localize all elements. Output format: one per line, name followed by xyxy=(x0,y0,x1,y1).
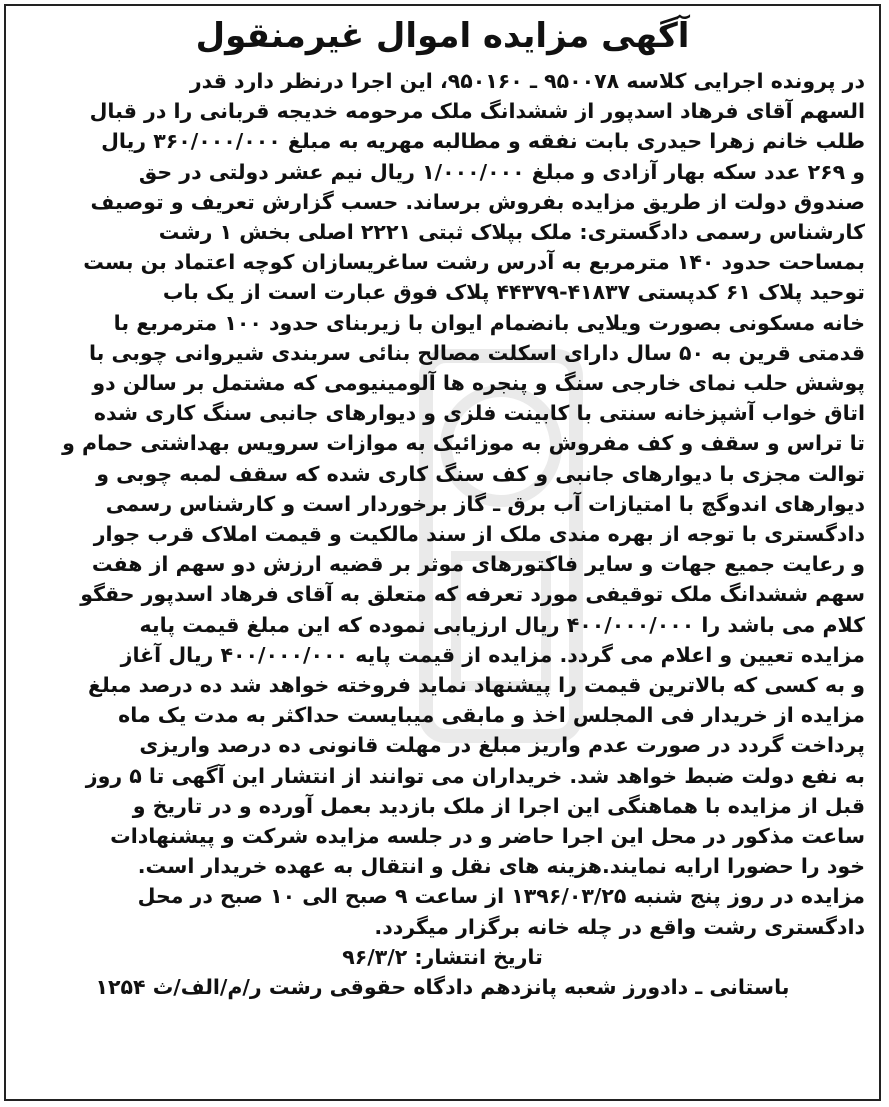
body-line: دادگستری رشت واقع در چله خانه برگزار میگردد. xyxy=(374,914,865,939)
notice-footer xyxy=(6,942,879,1002)
body-line: پوشش حلب نمای خارجی سنگ و پنجره ها آلومینیومی که مشتمل بر سالن دو xyxy=(92,371,865,396)
body-line: تا تراس و سقف و کف مفروش به موزائیک به موازات سرویس بهداشتی حمام و xyxy=(62,431,865,456)
body-line: توالت مجزی با دیوارهای جانبی و کف سنگ کاری شده که سقف لمبه چوبی و xyxy=(96,461,865,486)
notice-frame xyxy=(4,4,881,1101)
body-line: و رعایت جمیع جهات و سایر فاکتورهای موثر بر قضیه ارزش دو سهم از هفت xyxy=(91,552,865,577)
body-line: و ۲۶۹ عدد سکه بهار آزادی و مبلغ ۱/۰۰۰/۰۰۰ ریال نیم عشر دولتی در حق xyxy=(138,159,865,184)
body-line: خود را حضورا ارایه نمایند.هزینه های نقل و انتقال به عهده خریدار است. xyxy=(137,854,865,879)
body-line: به نفع دولت ضبط خواهد شد. خریداران می توانند از انتشار این آگهی تا ۵ روز xyxy=(85,763,865,788)
signature: باستانی ـ دادورز شعبه پانزدهم دادگاه حقوقی رشت ر/م/الف/ث ۱۲۵۴ xyxy=(95,975,790,1000)
body-line: توحید پلاک ۶۱ کدپستی ۴۱۸۳۷-۴۴۳۷۹ پلاک فوق عبارت است از یک باب xyxy=(162,280,865,305)
body-line: دادگستری با توجه از بهره مندی ملک از سند مالکیت و قیمت املاک قرب جوار xyxy=(93,522,865,547)
body-line: السهم آقای فرهاد اسدپور از ششدانگ ملک مرحومه خدیجه قربانی را در قبال xyxy=(89,99,865,124)
body-line: سهم ششدانگ ملک توقیفی مورد تعرفه که متعلق به آقای فرهاد اسدپور حقگو xyxy=(80,582,865,607)
publish-date: تاریخ انتشار: ۹۶/۳/۲ xyxy=(342,944,543,969)
body-line: کارشناس رسمی دادگستری: ملک بپلاک ثبتی ۲۲۲۱ اصلی بخش ۱ رشت xyxy=(158,220,865,245)
notice-title: آگهی مزایده اموال غیرمنقول xyxy=(195,16,690,56)
body-line: صندوق دولت از طریق مزایده بفروش برساند. حسب گزارش تعریف و توصیف xyxy=(90,189,865,214)
body-line: مزایده تعیین و اعلام می گردد. مزایده از قیمت پایه ۴۰۰/۰۰۰/۰۰۰ ریال آغاز xyxy=(120,642,865,667)
body-line: و به کسی که بالاترین قیمت را پیشنهاد نماید فروخته خواهد شد ده درصد مبلغ xyxy=(88,673,865,698)
body-line: طلب خانم زهرا حیدری بابت نفقه و مطالبه مهریه به مبلغ ۳۶۰/۰۰۰/۰۰۰ ریال xyxy=(101,129,865,154)
body-line: کلام می باشد را ۴۰۰/۰۰۰/۰۰۰ ریال ارزیابی نموده که این مبلغ قیمت پایه xyxy=(139,612,865,637)
notice-body xyxy=(6,66,879,942)
body-line: قدمتی قرین به ۵۰ سال دارای اسکلت مصالح بنائی سربندی شیروانی چوبی با xyxy=(88,340,865,365)
body-line: اتاق خواب آشپزخانه سنتی با کابینت فلزی و دیوارهای جانبی سنگ کاری شده xyxy=(93,401,865,426)
body-line: پرداخت گردد در صورت عدم واریز مبلغ در مهلت قانونی ده درصد واریزی xyxy=(139,733,865,758)
body-line: مزایده از خریدار فی المجلس اخذ و مابقی میبایست حداکثر به مدت یک ماه xyxy=(118,703,865,728)
body-line: مزایده در روز پنج شنبه ۱۳۹۶/۰۳/۲۵ از ساعت ۹ صبح الی ۱۰ صبح در محل xyxy=(137,884,865,909)
body-line: بمساحت حدود ۱۴۰ مترمربع به آدرس رشت ساغریسازان کوچه اعتماد بن بست xyxy=(83,250,865,275)
body-line: ساعت مذکور در محل این اجرا حاضر و در جلسه مزایده شرکت و پیشنهادات xyxy=(110,824,865,849)
body-line: قبل از مزایده با هماهنگی این اجرا از ملک بازدید بعمل آورده و در تاریخ و xyxy=(132,793,865,818)
body-line: دیوارهای اندوگچ با امتیازات آب برق ـ گاز برخوردار است و کارشناس رسمی xyxy=(105,491,865,516)
body-line: در پرونده اجرایی کلاسه ۹۵۰۰۷۸ ـ ۹۵۰۱۶۰، این اجرا درنظر دارد قدر xyxy=(189,69,865,93)
body-line: خانه مسکونی بصورت ویلایی بانضمام ایوان با زیربنای حدود ۱۰۰ مترمربع با xyxy=(113,310,865,335)
